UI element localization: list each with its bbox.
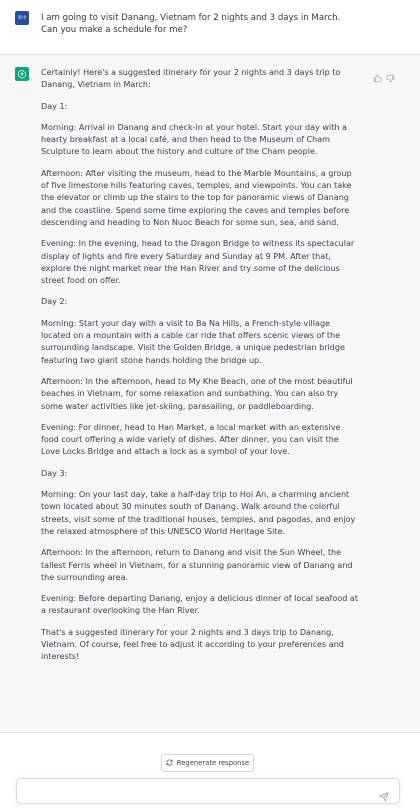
regenerate-button[interactable] bbox=[161, 754, 254, 772]
user-avatar-label: 莱中 bbox=[17, 16, 27, 21]
response-paragraph: Evening: For dinner, head to Han Market, a local market with an extensive food court offering a wide variety of dishes. After dinner, you can visit the Love Locks Bridge and attach a lock as a symbol of your love. bbox=[41, 422, 341, 457]
regenerate-label: Regenerate response bbox=[176, 759, 250, 767]
user-avatar bbox=[15, 11, 29, 25]
response-paragraph: Day 1: bbox=[41, 101, 68, 111]
response-paragraph: Afternoon: In the afternoon, head to My Khe Beach, one of the most beautiful beaches in Vietnam, for some relaxation and sunbathing. You can also try some water activities like jet-skiing, parasailing, or paddleboarding. bbox=[41, 376, 353, 411]
thumbs-down-icon[interactable] bbox=[386, 68, 395, 77]
message-input[interactable] bbox=[16, 778, 400, 804]
response-paragraph: Morning: Start your day with a visit to Ba Na Hills, a French-style village located on a mountain with a cable car ride that offers scenic views of the surrounding landscape. Visit the Golden Bridge, a unique pedestrian bridge featuring two giant stone hands holding the bridge up. bbox=[41, 318, 345, 365]
thumbs-up-icon[interactable] bbox=[373, 68, 382, 77]
user-message-row bbox=[0, 0, 420, 55]
response-paragraph: Certainly! Here's a suggested itinerary for your 2 nights and 3 days trip to Danang, Vietnam in March: bbox=[41, 68, 341, 90]
openai-logo-icon bbox=[15, 67, 29, 81]
feedback-buttons bbox=[373, 68, 395, 77]
send-icon[interactable] bbox=[379, 787, 389, 797]
composer-area bbox=[0, 733, 420, 809]
response-paragraph: Evening: Before departing Danang, enjoy a delicious dinner of local seafood at a restaurant overlooking the Han River. bbox=[41, 594, 358, 616]
response-paragraph: Morning: Arrival in Danang and check-in at your hotel. Start your day with a hearty breakfast at a local café, and then head to the Museum of Cham Sculpture to learn about the history and culture of the Cham people. bbox=[41, 122, 347, 157]
assistant-response bbox=[41, 67, 359, 673]
response-paragraph: Day 2: bbox=[41, 297, 68, 307]
user-message-text: I am going to visit Danang, Vietnam for 2 nights and 3 days in March. Can you make a schedule for me? bbox=[41, 13, 341, 35]
response-paragraph: Afternoon: In the afternoon, return to Danang and visit the Sun Wheel, the tallest Ferris wheel in Vietnam, for a stunning panoramic view of Danang and the surrounding area. bbox=[41, 548, 353, 582]
refresh-icon bbox=[166, 759, 173, 768]
assistant-message-row bbox=[0, 55, 420, 733]
response-paragraph: That's a suggested itinerary for your 2 nights and 3 days trip to Danang, Vietnam. Of course, feel free to adjust it according to your preferences and interests! bbox=[41, 627, 344, 662]
response-paragraph: Afternoon: After visiting the museum, head to the Marble Mountains, a group of five limestone hills featuring caves, temples, and viewpoints. You can take the elevator or climb up the stairs to the top for panoramic views of Danang and the coastline. Spend some time exploring the caves and temples before descending and heading to Non Nuoc Beach for some sun, sea, and sand. bbox=[41, 168, 352, 227]
response-paragraph: Evening: In the evening, head to the Dragon Bridge to witness its spectacular display of lights and fire every Saturday and Sunday at 9 PM. After that, explore the night market near the Han River and try some of the delicious street food on offer. bbox=[41, 239, 355, 286]
response-paragraph: Day 3: bbox=[41, 468, 68, 478]
response-paragraph: Morning: On your last day, take a half-day trip to Hoi An, a charming ancient town located about 30 minutes south of Danang. Walk around the colorful streets, visit some of the traditional houses, temples, and pagodas, and enjoy the relaxed atmosphere of this UNESCO World Heritage Site. bbox=[41, 490, 356, 536]
